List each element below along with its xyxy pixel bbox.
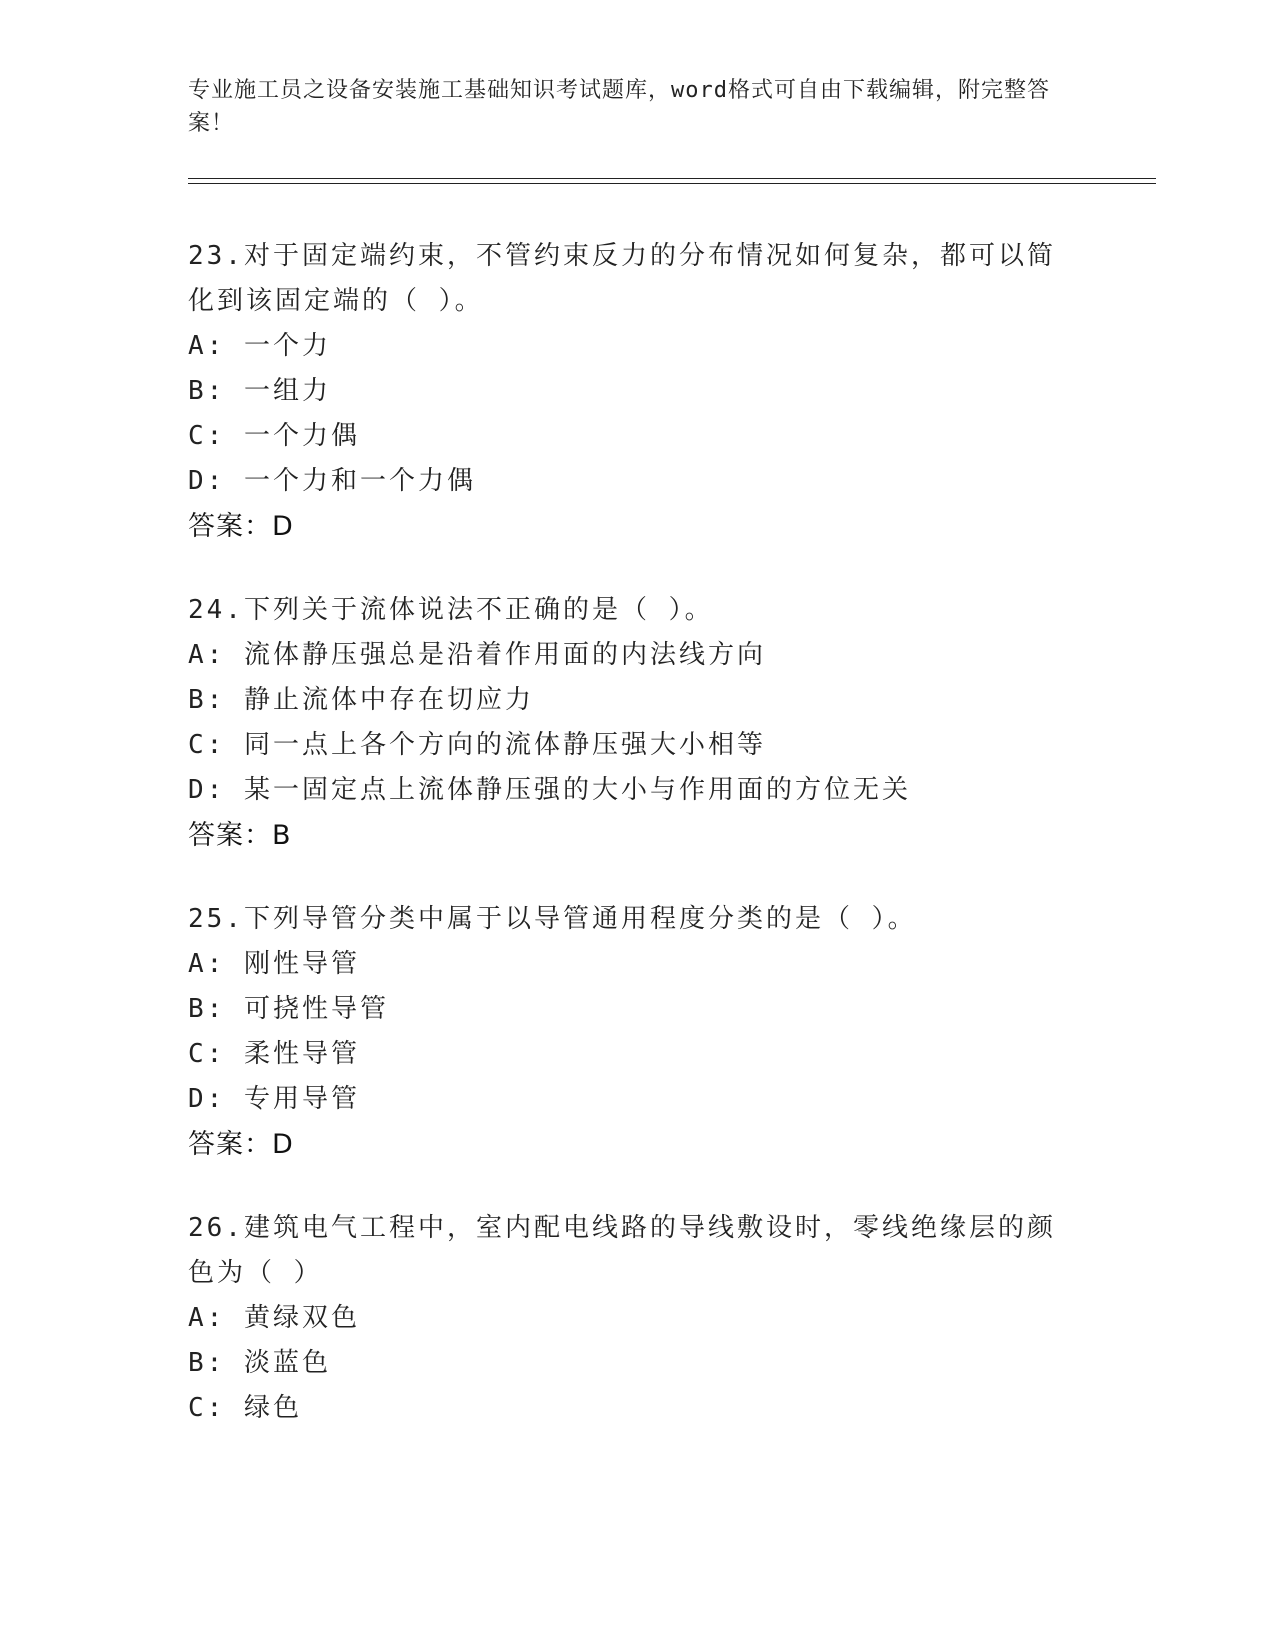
question-stem: 24.下列关于流体说法不正确的是（ ）。 [188, 595, 714, 625]
question-26 [188, 1206, 1068, 1431]
option-a: A: 刚性导管 [188, 949, 360, 979]
option-a: A: 一个力 [188, 331, 331, 361]
option-c: C: 绿色 [188, 1393, 302, 1423]
option-c: C: 一个力偶 [188, 421, 360, 451]
header-divider-top [188, 178, 1156, 179]
question-24 [188, 588, 1068, 859]
question-25 [188, 897, 1068, 1168]
option-b: B: 静止流体中存在切应力 [188, 685, 534, 715]
option-d: D: 专用导管 [188, 1084, 360, 1114]
option-a: A: 流体静压强总是沿着作用面的内法线方向 [188, 640, 766, 670]
answer: 答案：D [188, 1129, 294, 1160]
option-d: D: 某一固定点上流体静压强的大小与作用面的方位无关 [188, 775, 911, 805]
option-b: B: 可挠性导管 [188, 994, 389, 1024]
option-b: B: 一组力 [188, 376, 331, 406]
answer: 答案：B [188, 820, 292, 851]
option-c: C: 同一点上各个方向的流体静压强大小相等 [188, 730, 766, 760]
document-header: 专业施工员之设备安装施工基础知识考试题库，word格式可自由下载编辑，附完整答案！ [188, 78, 1050, 136]
answer: 答案：D [188, 511, 294, 542]
option-c: C: 柔性导管 [188, 1039, 360, 1069]
option-b: B: 淡蓝色 [188, 1348, 331, 1378]
option-d: D: 一个力和一个力偶 [188, 466, 476, 496]
option-a: A: 黄绿双色 [188, 1303, 360, 1333]
question-23 [188, 234, 1068, 550]
header-divider-bottom [188, 183, 1156, 184]
question-stem: 23.对于固定端约束，不管约束反力的分布情况如何复杂，都可以简化到该固定端的（ ）。 [188, 241, 1056, 316]
question-stem: 25.下列导管分类中属于以导管通用程度分类的是（ ）。 [188, 904, 917, 934]
question-stem: 26.建筑电气工程中，室内配电线路的导线敷设时，零线绝缘层的颜色为（ ） [188, 1213, 1056, 1288]
question-list [188, 234, 1068, 1469]
